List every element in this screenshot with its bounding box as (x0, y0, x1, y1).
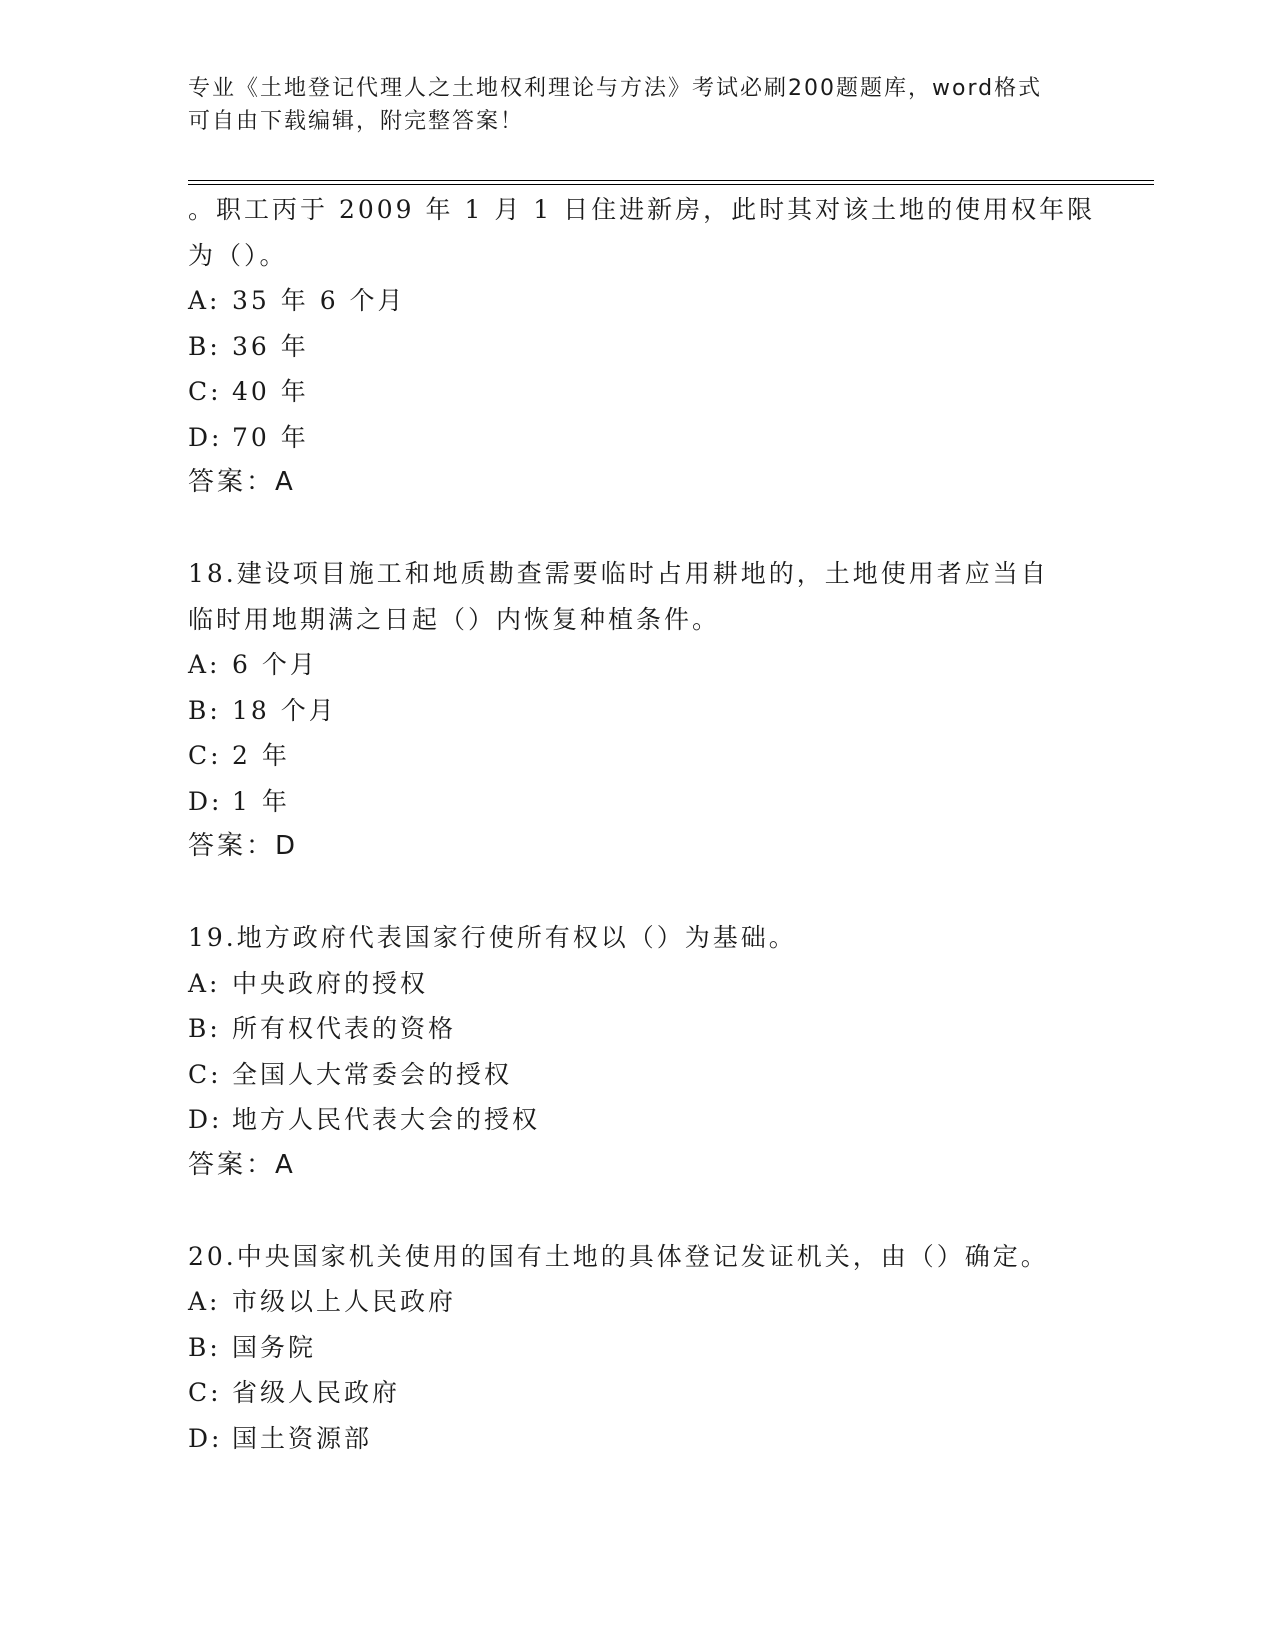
option-d (188, 1097, 1108, 1143)
option-letter: A: (188, 650, 221, 679)
option-letter: A: (188, 286, 221, 315)
option-letter: B: (188, 1014, 221, 1043)
option-letter: C: (188, 741, 222, 770)
option-letter: B: (188, 1332, 221, 1362)
question-20 (188, 1234, 1108, 1462)
spacer (188, 506, 1108, 552)
option-c (188, 369, 1108, 415)
question-19 (188, 915, 1108, 1188)
option-text: 中央政府的授权 (232, 968, 429, 998)
option-letter: D: (188, 422, 223, 452)
question-18 (188, 551, 1108, 870)
option-letter: C: (188, 1059, 222, 1089)
question-stem: 20.中央国家机关使用的国有土地的具体登记发证机关，由（）确定。 (188, 1241, 1049, 1271)
option-text: 市级以上人民政府 (232, 1287, 457, 1316)
header-double-rule (188, 180, 1154, 185)
option-a (188, 1279, 1108, 1325)
option-c (188, 733, 1108, 779)
option-text: 省级人民政府 (232, 1378, 401, 1407)
option-text: 70 年 (232, 422, 309, 452)
option-letter: D: (188, 1105, 223, 1134)
question-17 (188, 187, 1108, 506)
option-letter: B: (188, 331, 221, 361)
answer-line: 答案：A (188, 1149, 296, 1180)
option-text: 2 年 (232, 741, 290, 770)
question-stem: 18.建设项目施工和地质勘查需要临时占用耕地的，土地使用者应当自 (188, 559, 1049, 588)
document-body (188, 187, 1108, 1461)
option-letter: A: (188, 968, 221, 998)
option-text: 18 个月 (232, 695, 337, 725)
question-stem: 。职工丙于 2009 年 1 月 1 日住进新房，此时其对该土地的使用权年限 (188, 195, 1096, 224)
option-a (188, 961, 1108, 1007)
document-header (188, 72, 1088, 138)
option-text: 6 个月 (232, 650, 318, 679)
option-d (188, 1416, 1108, 1462)
option-c (188, 1370, 1108, 1416)
spacer (188, 1188, 1108, 1234)
question-stem: 为（）。 (188, 240, 288, 270)
option-b (188, 324, 1108, 370)
option-text: 40 年 (232, 377, 309, 406)
option-text: 国务院 (232, 1332, 317, 1362)
option-b (188, 1006, 1108, 1052)
option-text: 35 年 6 个月 (232, 286, 406, 315)
option-text: 所有权代表的资格 (232, 1014, 457, 1043)
option-letter: B: (188, 695, 221, 725)
option-d (188, 415, 1108, 461)
spacer (188, 870, 1108, 916)
option-text: 国土资源部 (232, 1423, 373, 1453)
option-text: 36 年 (232, 331, 309, 361)
option-letter: C: (188, 1378, 222, 1407)
option-letter: C: (188, 377, 222, 406)
answer-line: 答案：A (188, 467, 296, 497)
option-text: 地方人民代表大会的授权 (232, 1105, 541, 1134)
option-text: 全国人大常委会的授权 (232, 1059, 513, 1089)
question-stem: 临时用地期满之日起（）内恢复种植条件。 (188, 604, 721, 634)
option-a (188, 278, 1108, 324)
option-d (188, 779, 1108, 825)
option-a (188, 642, 1108, 688)
answer-line: 答案：D (188, 831, 299, 861)
option-b (188, 1325, 1108, 1371)
question-stem: 19.地方政府代表国家行使所有权以（）为基础。 (188, 923, 797, 952)
option-letter: D: (188, 786, 223, 816)
option-letter: A: (188, 1287, 221, 1316)
option-letter: D: (188, 1423, 223, 1453)
option-c (188, 1052, 1108, 1098)
header-line-1: 专业《土地登记代理人之土地权利理论与方法》考试必刷200题题库，word格式 (188, 76, 1043, 101)
header-line-2: 可自由下载编辑，附完整答案！ (188, 109, 525, 134)
option-b (188, 688, 1108, 734)
option-text: 1 年 (232, 786, 290, 816)
